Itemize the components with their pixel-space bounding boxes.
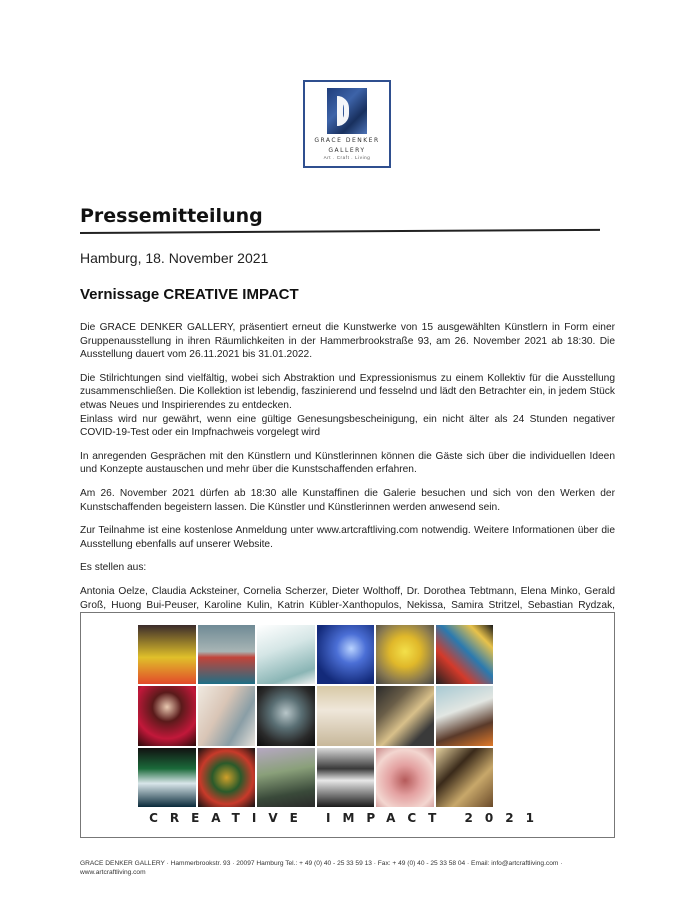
artwork-tile bbox=[436, 748, 494, 807]
footer-website: www.artcraftliving.com bbox=[80, 869, 146, 876]
artwork-tile bbox=[317, 686, 375, 745]
paragraph-conversations: In anregenden Gesprächen mit den Künstlern und Künstlerinnen können die Gäste sich über die individuellen Ideen und Konzepte austauschen und mehr über die Kunstschaffenden erfahren. bbox=[80, 450, 615, 476]
footer-contact-line: GRACE DENKER GALLERY · Hammerbrookstr. 93 · 20097 Hamburg Tel.: + 49 (0) 40 - 25 33 59 13 · Fax: + 49 (0) 40 - 25 33 58 04 · Email: info@artcraftliving.com · bbox=[80, 860, 563, 867]
artwork-tile bbox=[138, 686, 196, 745]
artwork-tile bbox=[257, 625, 315, 684]
artwork-tile bbox=[198, 748, 256, 807]
artwork-tile bbox=[257, 748, 315, 807]
page-title: Pressemitteilung bbox=[80, 205, 263, 227]
artwork-tile bbox=[436, 686, 494, 745]
artwork-collage bbox=[80, 612, 615, 838]
paragraph-admission: Einlass wird nur gewährt, wenn eine gültige Genesungsbescheinigung, ein nicht älter als 24 Stunden negativer COVID-19-Test oder ein Impfnachweis vorgelegt wird bbox=[80, 413, 615, 439]
paragraph-intro: Die GRACE DENKER GALLERY, präsentiert erneut die Kunstwerke von 15 ausgewählten Künstlern in Form einer Gruppenausstellung in ihren Räumlichkeiten in der Hammerbrookstraße 93, am 26. November 2021 ab 18:30. Die Ausstellung dauert vom 26.11.2021 bis 31.01.2022. bbox=[80, 322, 615, 361]
paragraph-registration: Zur Teilnahme ist eine kostenlose Anmeldung unter www.artcraftliving.com notwendig. Weitere Informationen über die Ausstellung ebenfalls auf unserer Website. bbox=[80, 525, 615, 550]
release-date: Hamburg, 18. November 2021 bbox=[80, 250, 269, 266]
artwork-grid bbox=[138, 625, 493, 807]
paragraph-opening: Am 26. November 2021 dürfen ab 18:30 alle Kunstaffinen die Galerie besuchen und sich von den Werken der Kunstschaffenden begeistern lassen. Die Künstler und Künstlerinnen werden anwesend sein. bbox=[80, 487, 615, 513]
artwork-tile bbox=[317, 625, 375, 684]
artwork-tile bbox=[138, 748, 196, 807]
artwork-tile bbox=[198, 625, 256, 684]
logo-name-line1: GRACE DENKER bbox=[314, 137, 380, 144]
artwork-tile bbox=[376, 748, 434, 807]
artwork-tile bbox=[257, 686, 315, 745]
artwork-tile bbox=[376, 686, 434, 745]
body-text bbox=[80, 321, 615, 636]
title-divider bbox=[80, 229, 600, 234]
artwork-caption: CREATIVE IMPACT 2021 bbox=[149, 811, 546, 825]
artists-list: Antonia Oelze, Claudia Acksteiner, Cornelia Scherzer, Dieter Wolthoff, Dr. Dorothea Tebtmann, Elena Minko, Gerald Groß, Huong Bui-Peuser, Karoline Kulin, Katrin Kübler-Xanthopulos, Nekissa, Samira Stritzel, Sebastian Rydzak, bbox=[80, 585, 615, 611]
paragraph-styles: Die Stilrichtungen sind vielfältig, wobei sich Abstraktion und Expressionismus zu einem Kollektiv für die Ausstellung zusammenschließen. Die Kollektion ist lebendig, faszinierend und fesselnd und lädt den Betrachter ein, in jedem Stück etwas Neues und Inspirierendes zu entdecken. bbox=[80, 372, 615, 411]
logo-d-mark bbox=[327, 88, 367, 134]
artwork-tile bbox=[436, 625, 494, 684]
artwork-tile bbox=[198, 686, 256, 745]
footer bbox=[80, 859, 615, 877]
headline: Vernissage CREATIVE IMPACT bbox=[80, 286, 299, 303]
logo-name-line2: GALLERY bbox=[328, 147, 366, 154]
artwork-tile bbox=[138, 625, 196, 684]
logo-tagline: Art . Craft . Living bbox=[323, 155, 371, 160]
artwork-tile bbox=[376, 625, 434, 684]
artists-lead: Es stellen aus: bbox=[80, 562, 147, 574]
gallery-logo bbox=[303, 80, 391, 168]
artwork-tile bbox=[317, 748, 375, 807]
